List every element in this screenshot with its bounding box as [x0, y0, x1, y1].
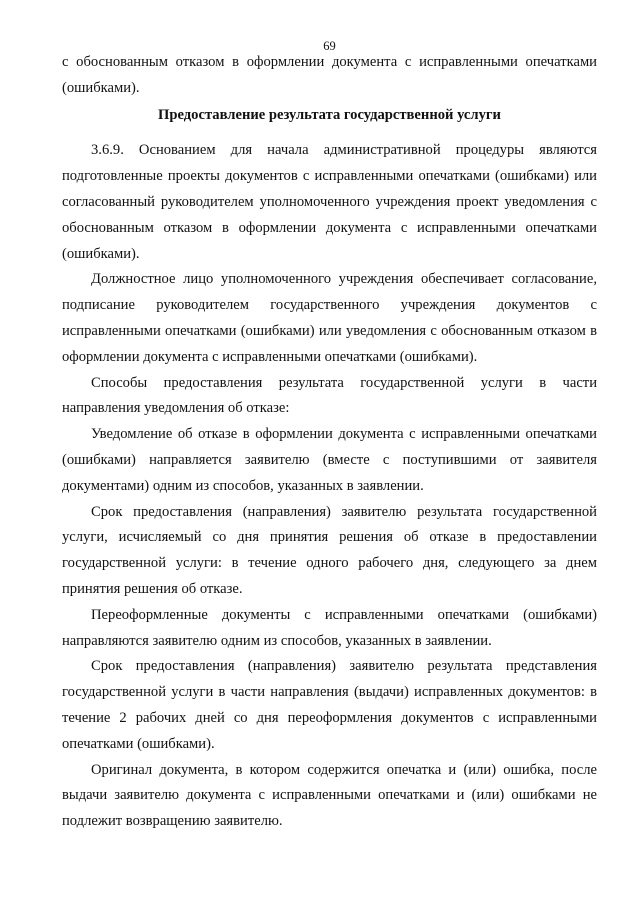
- paragraph-delivery-methods: Способы предоставления результата государственной услуги в части направления уведомления об отказе:: [62, 374, 597, 417]
- paragraph-approval: Должностное лицо уполномоченного учреждения обеспечивает согласование, подписание руководителем государственного учреждения документов с исправленными опечатками (ошибками) или уведомления с обоснованным отказом в оформлении документа с исправленными опечатками (ошибками).: [62, 271, 597, 365]
- paragraph-refusal-deadline: Срок предоставления (направления) заявителю результата государственной услуги, исчисляемый со дня принятия решения об отказе в предоставлении государственной услуги: в течение одного рабочего дня, следующего за днем принятия решения об отказе.: [62, 503, 597, 597]
- paragraph-reissued-documents: Переоформленные документы с исправленными опечатками (ошибками) направляются заявителю одним из способов, указанных в заявлении.: [62, 606, 597, 649]
- paragraph-3-6-9: 3.6.9. Основанием для начала административной процедуры являются подготовленные проекты документов с исправленными опечатками (ошибками) или согласованный руководителем уполномоченного учреждения проект уведомления с обоснованным отказом в оформлении документа с исправленными опечатками (ошибками).: [62, 142, 597, 262]
- paragraph-original-document: Оригинал документа, в котором содержится опечатка и (или) ошибка, после выдачи заявителю документа с исправленными опечатками и (или) ошибками не подлежит возвращению заявителю.: [62, 761, 597, 830]
- page-number: 69: [323, 39, 336, 53]
- continuation-paragraph: с обоснованным отказом в оформлении документа с исправленными опечатками (ошибками).: [62, 54, 597, 96]
- paragraph-reissue-deadline: Срок предоставления (направления) заявителю результата представления государственной услуги в части направления (выдачи) исправленных документов: в течение 2 рабочих дней со дня переоформления документов с исправленными опечатками (ошибками).: [62, 658, 597, 752]
- document-body: [62, 50, 597, 835]
- section-heading: Предоставление результата государственной услуги: [158, 106, 501, 123]
- paragraph-refusal-notice: Уведомление об отказе в оформлении документа с исправленными опечатками (ошибками) направляется заявителю (вместе с поступившими от заявителя документами) одним из способов, указанных в заявлении.: [62, 426, 597, 494]
